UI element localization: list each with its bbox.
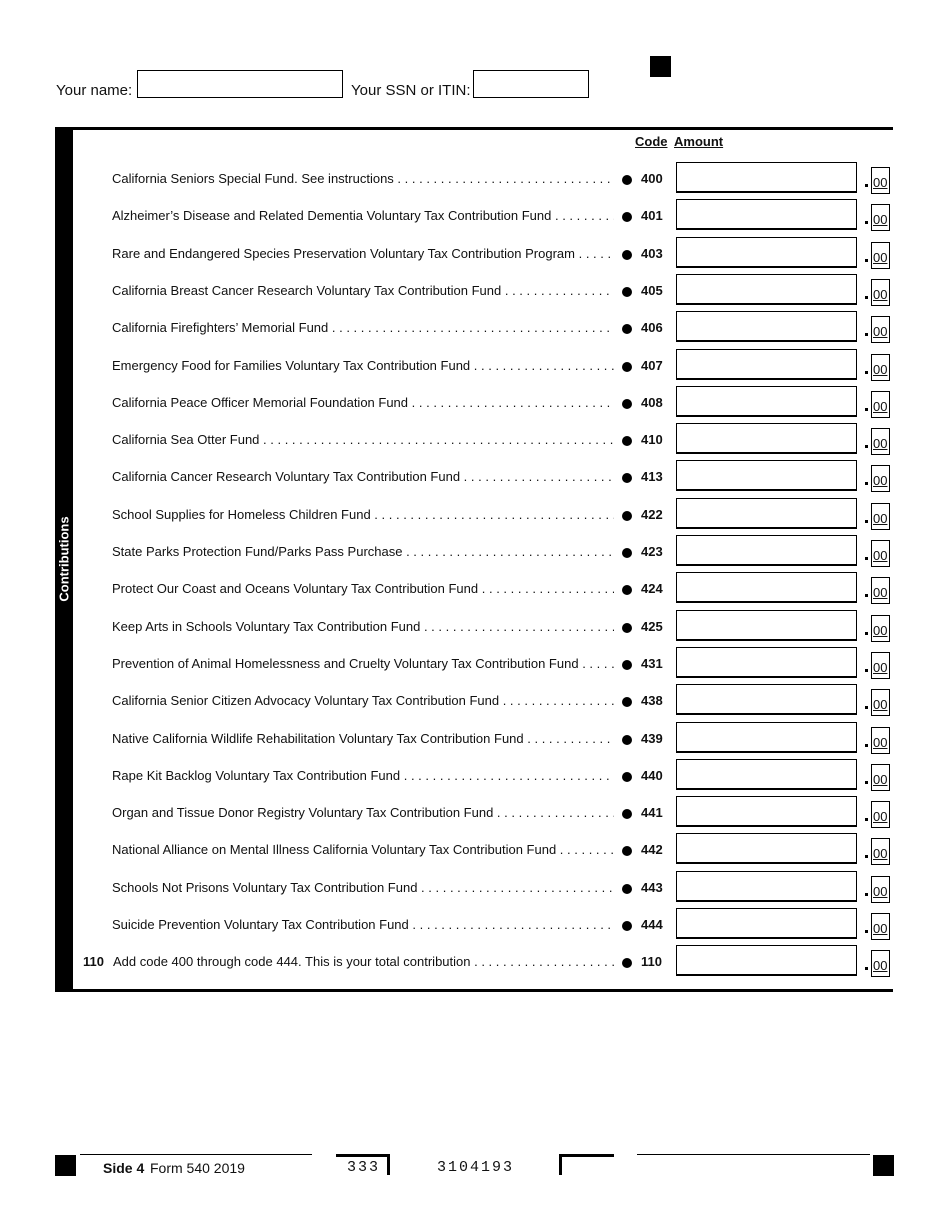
registration-mark-bottom-right bbox=[873, 1155, 894, 1176]
ssn-label: Your SSN or ITIN: bbox=[351, 82, 471, 99]
contribution-row bbox=[0, 610, 950, 647]
your-name-field[interactable] bbox=[137, 70, 343, 98]
contribution-row bbox=[0, 386, 950, 423]
contribution-row bbox=[0, 311, 950, 348]
cents-box bbox=[871, 428, 890, 455]
cents-value: 00 bbox=[873, 585, 888, 600]
bullet-icon bbox=[622, 250, 632, 260]
contribution-row bbox=[0, 647, 950, 684]
bullet-icon bbox=[622, 287, 632, 297]
contribution-row bbox=[0, 722, 950, 759]
footer-rule-left bbox=[80, 1154, 312, 1155]
your-name-label: Your name: bbox=[56, 82, 133, 99]
bullet-icon bbox=[622, 884, 632, 894]
cents-box bbox=[871, 577, 890, 604]
cents-box bbox=[871, 316, 890, 343]
cents-box bbox=[871, 652, 890, 679]
bullet-icon bbox=[622, 846, 632, 856]
fund-label: Keep Arts in Schools Voluntary Tax Contribution Fund . . . bbox=[112, 619, 614, 634]
bullet-icon bbox=[622, 175, 632, 185]
cents-box bbox=[871, 913, 890, 940]
amount-field[interactable] bbox=[676, 460, 857, 491]
decimal-point bbox=[865, 557, 868, 560]
decimal-point bbox=[865, 594, 868, 597]
contribution-row bbox=[0, 535, 950, 572]
cents-box bbox=[871, 727, 890, 754]
amount-field[interactable] bbox=[676, 908, 857, 939]
amount-field[interactable] bbox=[676, 684, 857, 715]
bullet-icon bbox=[622, 958, 632, 968]
decimal-point bbox=[865, 520, 868, 523]
decimal-point bbox=[865, 184, 868, 187]
fund-label: National Alliance on Mental Illness California Voluntary Tax Contribution Fund . . . bbox=[112, 842, 614, 857]
cents-box bbox=[871, 876, 890, 903]
fund-label: California Senior Citizen Advocacy Voluntary Tax Contribution Fund . . . bbox=[112, 693, 614, 708]
total-label: Add code 400 through code 444. This is your total contribution . . . bbox=[113, 954, 614, 969]
footer-corner-top bbox=[559, 1154, 614, 1157]
fund-code: 422 bbox=[641, 507, 663, 522]
contributions-sidebar-title: Contributions bbox=[56, 516, 72, 602]
cents-value: 00 bbox=[873, 809, 888, 824]
fund-code: 400 bbox=[641, 171, 663, 186]
decimal-point bbox=[865, 818, 868, 821]
cents-box bbox=[871, 838, 890, 865]
fund-label: Protect Our Coast and Oceans Voluntary Tax Contribution Fund . . . bbox=[112, 581, 614, 596]
bullet-icon bbox=[622, 585, 632, 595]
cents-box bbox=[871, 465, 890, 492]
fund-code: 424 bbox=[641, 581, 663, 596]
cents-value: 00 bbox=[873, 958, 888, 973]
bullet-icon bbox=[622, 324, 632, 334]
contribution-row bbox=[0, 349, 950, 386]
fund-label: School Supplies for Homeless Children Fund . . . bbox=[112, 507, 614, 522]
bullet-icon bbox=[622, 697, 632, 707]
fund-code: 438 bbox=[641, 693, 663, 708]
registration-mark-top bbox=[650, 56, 671, 77]
contribution-row bbox=[0, 274, 950, 311]
bullet-icon bbox=[622, 436, 632, 446]
fund-code: 413 bbox=[641, 469, 663, 484]
footer-box-right bbox=[387, 1154, 390, 1175]
ssn-field[interactable] bbox=[473, 70, 589, 98]
decimal-point bbox=[865, 371, 868, 374]
amount-field[interactable] bbox=[676, 386, 857, 417]
cents-box bbox=[871, 540, 890, 567]
decimal-point bbox=[865, 669, 868, 672]
cents-box bbox=[871, 242, 890, 269]
bullet-icon bbox=[622, 473, 632, 483]
decimal-point bbox=[865, 333, 868, 336]
amount-field[interactable] bbox=[676, 871, 857, 902]
fund-label: Alzheimer’s Disease and Related Dementia Voluntary Tax Contribution Fund . . . bbox=[112, 208, 614, 223]
decimal-point bbox=[865, 967, 868, 970]
fund-code: 405 bbox=[641, 283, 663, 298]
amount-field[interactable] bbox=[676, 237, 857, 268]
cents-value: 00 bbox=[873, 399, 888, 414]
decimal-point bbox=[865, 296, 868, 299]
cents-box bbox=[871, 503, 890, 530]
total-amount-field[interactable] bbox=[676, 945, 857, 976]
cents-value: 00 bbox=[873, 324, 888, 339]
cents-value: 00 bbox=[873, 175, 888, 190]
decimal-point bbox=[865, 632, 868, 635]
amount-field[interactable] bbox=[676, 199, 857, 230]
contribution-row bbox=[0, 684, 950, 721]
fund-code: 425 bbox=[641, 619, 663, 634]
decimal-point bbox=[865, 482, 868, 485]
cents-value: 00 bbox=[873, 921, 888, 936]
bullet-icon bbox=[622, 362, 632, 372]
amount-field[interactable] bbox=[676, 572, 857, 603]
fund-label: Rape Kit Backlog Voluntary Tax Contribution Fund . . . bbox=[112, 768, 614, 783]
footer-rule-right bbox=[637, 1154, 870, 1155]
cents-value: 00 bbox=[873, 362, 888, 377]
bullet-icon bbox=[622, 548, 632, 558]
amount-field[interactable] bbox=[676, 274, 857, 305]
fund-label: Organ and Tissue Donor Registry Voluntary Tax Contribution Fund . . . bbox=[112, 805, 614, 820]
bullet-icon bbox=[622, 212, 632, 222]
fund-code: 439 bbox=[641, 731, 663, 746]
total-cents-box bbox=[871, 950, 890, 977]
cents-value: 00 bbox=[873, 660, 888, 675]
footer-side: Side 4 bbox=[103, 1160, 145, 1176]
fund-code: 403 bbox=[641, 246, 663, 261]
fund-code: 441 bbox=[641, 805, 663, 820]
fund-label: Prevention of Animal Homelessness and Cruelty Voluntary Tax Contribution Fund . . . bbox=[112, 656, 614, 671]
bullet-icon bbox=[622, 772, 632, 782]
contribution-row bbox=[0, 572, 950, 609]
total-row bbox=[0, 945, 950, 982]
cents-value: 00 bbox=[873, 548, 888, 563]
contribution-row bbox=[0, 162, 950, 199]
contribution-row bbox=[0, 908, 950, 945]
decimal-point bbox=[865, 744, 868, 747]
bullet-icon bbox=[622, 511, 632, 521]
fund-code: 423 bbox=[641, 544, 663, 559]
fund-code: 410 bbox=[641, 432, 663, 447]
footer-code-2: 3104193 bbox=[437, 1159, 515, 1176]
cents-value: 00 bbox=[873, 623, 888, 638]
contribution-row bbox=[0, 199, 950, 236]
cents-box bbox=[871, 615, 890, 642]
amount-field[interactable] bbox=[676, 423, 857, 454]
contribution-row bbox=[0, 423, 950, 460]
fund-label: California Firefighters’ Memorial Fund . . . bbox=[112, 320, 614, 335]
cents-value: 00 bbox=[873, 212, 888, 227]
fund-code: 440 bbox=[641, 768, 663, 783]
amount-field[interactable] bbox=[676, 722, 857, 753]
fund-code: 442 bbox=[641, 842, 663, 857]
fund-label: Emergency Food for Families Voluntary Tax Contribution Fund . . . bbox=[112, 358, 614, 373]
fund-label: Schools Not Prisons Voluntary Tax Contribution Fund . . . bbox=[112, 880, 614, 895]
fund-code: 407 bbox=[641, 358, 663, 373]
footer-box-top bbox=[336, 1154, 390, 1157]
cents-value: 00 bbox=[873, 735, 888, 750]
amount-field[interactable] bbox=[676, 759, 857, 790]
bullet-icon bbox=[622, 735, 632, 745]
section-bottom-rule bbox=[55, 989, 893, 992]
decimal-point bbox=[865, 445, 868, 448]
decimal-point bbox=[865, 408, 868, 411]
fund-label: California Breast Cancer Research Voluntary Tax Contribution Fund . . . bbox=[112, 283, 614, 298]
cents-box bbox=[871, 279, 890, 306]
footer-code-1: 333 bbox=[347, 1159, 381, 1176]
decimal-point bbox=[865, 855, 868, 858]
fund-label: California Cancer Research Voluntary Tax Contribution Fund . . . bbox=[112, 469, 614, 484]
bullet-icon bbox=[622, 921, 632, 931]
amount-field[interactable] bbox=[676, 535, 857, 566]
registration-mark-bottom-left bbox=[55, 1155, 76, 1176]
cents-box bbox=[871, 689, 890, 716]
cents-value: 00 bbox=[873, 436, 888, 451]
contribution-row bbox=[0, 237, 950, 274]
cents-box bbox=[871, 354, 890, 381]
fund-code: 408 bbox=[641, 395, 663, 410]
total-line-number: 110 bbox=[83, 954, 104, 969]
bullet-icon bbox=[622, 399, 632, 409]
amount-field[interactable] bbox=[676, 796, 857, 827]
fund-label: California Seniors Special Fund. See instructions . . . bbox=[112, 171, 614, 186]
footer-form: Form 540 2019 bbox=[150, 1160, 245, 1176]
fund-code: 443 bbox=[641, 880, 663, 895]
decimal-point bbox=[865, 221, 868, 224]
fund-label: California Sea Otter Fund . . . bbox=[112, 432, 614, 447]
amount-field[interactable] bbox=[676, 647, 857, 678]
contribution-row bbox=[0, 796, 950, 833]
code-column-header: Code bbox=[635, 134, 668, 149]
amount-column-header: Amount bbox=[674, 134, 724, 149]
amount-field[interactable] bbox=[676, 162, 857, 193]
fund-label: Suicide Prevention Voluntary Tax Contribution Fund . . . bbox=[112, 917, 614, 932]
footer-corner-left bbox=[559, 1154, 562, 1175]
contribution-row bbox=[0, 498, 950, 535]
fund-label: Native California Wildlife Rehabilitation Voluntary Tax Contribution Fund . . . bbox=[112, 731, 614, 746]
cents-box bbox=[871, 801, 890, 828]
amount-field[interactable] bbox=[676, 498, 857, 529]
decimal-point bbox=[865, 781, 868, 784]
section-top-rule bbox=[55, 127, 893, 130]
fund-label: Rare and Endangered Species Preservation Voluntary Tax Contribution Program . . . bbox=[112, 246, 614, 261]
cents-box bbox=[871, 391, 890, 418]
amount-field[interactable] bbox=[676, 311, 857, 342]
cents-value: 00 bbox=[873, 772, 888, 787]
amount-field[interactable] bbox=[676, 833, 857, 864]
cents-value: 00 bbox=[873, 287, 888, 302]
contribution-row bbox=[0, 759, 950, 796]
decimal-point bbox=[865, 259, 868, 262]
contribution-row bbox=[0, 460, 950, 497]
fund-code: 401 bbox=[641, 208, 663, 223]
fund-code: 444 bbox=[641, 917, 663, 932]
decimal-point bbox=[865, 706, 868, 709]
fund-code: 431 bbox=[641, 656, 663, 671]
decimal-point bbox=[865, 930, 868, 933]
contribution-row bbox=[0, 833, 950, 870]
fund-label: California Peace Officer Memorial Foundation Fund . . . bbox=[112, 395, 614, 410]
decimal-point bbox=[865, 893, 868, 896]
cents-box bbox=[871, 204, 890, 231]
cents-value: 00 bbox=[873, 846, 888, 861]
amount-field[interactable] bbox=[676, 349, 857, 380]
fund-label: State Parks Protection Fund/Parks Pass Purchase . . . bbox=[112, 544, 614, 559]
cents-value: 00 bbox=[873, 250, 888, 265]
contribution-row bbox=[0, 871, 950, 908]
cents-value: 00 bbox=[873, 511, 888, 526]
bullet-icon bbox=[622, 660, 632, 670]
bullet-icon bbox=[622, 809, 632, 819]
cents-box bbox=[871, 167, 890, 194]
total-code: 110 bbox=[641, 954, 662, 969]
cents-value: 00 bbox=[873, 473, 888, 488]
fund-code: 406 bbox=[641, 320, 663, 335]
cents-box bbox=[871, 764, 890, 791]
cents-value: 00 bbox=[873, 884, 888, 899]
amount-field[interactable] bbox=[676, 610, 857, 641]
bullet-icon bbox=[622, 623, 632, 633]
cents-value: 00 bbox=[873, 697, 888, 712]
